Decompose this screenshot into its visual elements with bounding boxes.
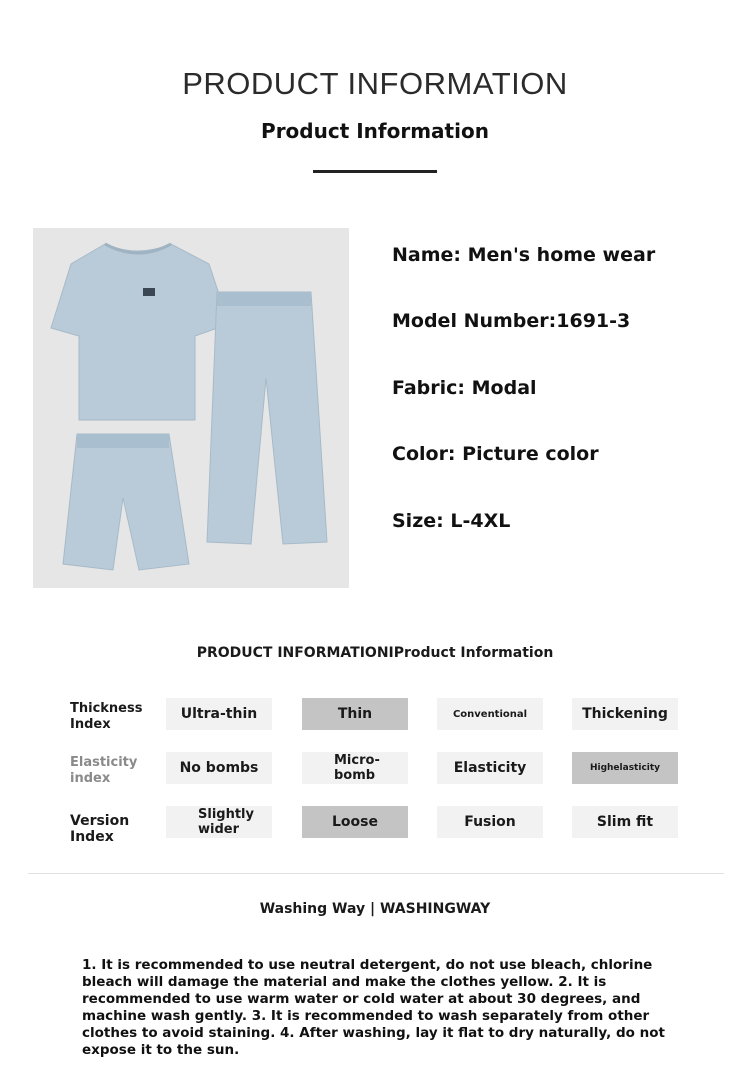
section-divider bbox=[28, 873, 724, 874]
thickness-option-ultra-thin: Ultra-thin bbox=[166, 698, 272, 730]
elasticity-option-micro-bomb: Micro-bomb bbox=[302, 752, 408, 784]
version-option-fusion: Fusion bbox=[437, 806, 543, 838]
version-index-label: Version Index bbox=[70, 813, 130, 845]
version-option-slim-fit: Slim fit bbox=[572, 806, 678, 838]
product-photo bbox=[33, 228, 349, 588]
thickness-option-conventional: Conventional bbox=[437, 698, 543, 730]
long-pants-shape bbox=[207, 292, 327, 544]
spec-color: Color: Picture color bbox=[392, 443, 599, 465]
chest-badge-icon bbox=[143, 288, 155, 296]
elasticity-index-label: Elasticity index bbox=[70, 755, 138, 786]
info-section-title: PRODUCT INFORMATIONIProduct Information bbox=[196, 645, 554, 661]
pajama-set-icon bbox=[33, 228, 349, 588]
elasticity-option-elasticity: Elasticity bbox=[437, 752, 543, 784]
elasticity-option-no-bombs: No bombs bbox=[166, 752, 272, 784]
washing-title: Washing Way | WASHINGWAY bbox=[259, 901, 491, 917]
thickness-index-label: Thickness Index bbox=[70, 701, 143, 732]
title-divider bbox=[313, 170, 437, 173]
thickness-option-thin: Thin bbox=[302, 698, 408, 730]
spec-fabric: Fabric: Modal bbox=[392, 377, 537, 399]
page-subtitle: Product Information bbox=[261, 119, 489, 143]
version-option-slightly-wider: Slightly wider bbox=[166, 806, 272, 838]
tshirt-shape bbox=[51, 244, 229, 420]
spec-model-number: Model Number:1691-3 bbox=[392, 310, 631, 332]
page-title: PRODUCT INFORMATION bbox=[182, 66, 568, 101]
thickness-option-thickening: Thickening bbox=[572, 698, 678, 730]
version-option-loose: Loose bbox=[302, 806, 408, 838]
spec-name: Name: Men's home wear bbox=[392, 244, 656, 266]
shorts-shape bbox=[63, 434, 189, 570]
elasticity-option-high-elasticity: Highelasticity bbox=[572, 752, 678, 784]
spec-size: Size: L-4XL bbox=[392, 510, 511, 532]
washing-instructions: 1. It is recommended to use neutral detergent, do not use bleach, chlorine bleach will damage the material and make the clothes yellow. 2. It is recommended to use warm water or cold water at about 30 degrees, and machine wash gently. 3. It is recommended to wash separately from other clothes to avoid staining. 4. After washing, lay it flat to dry naturally, do not expose it to the sun. bbox=[82, 957, 665, 1058]
